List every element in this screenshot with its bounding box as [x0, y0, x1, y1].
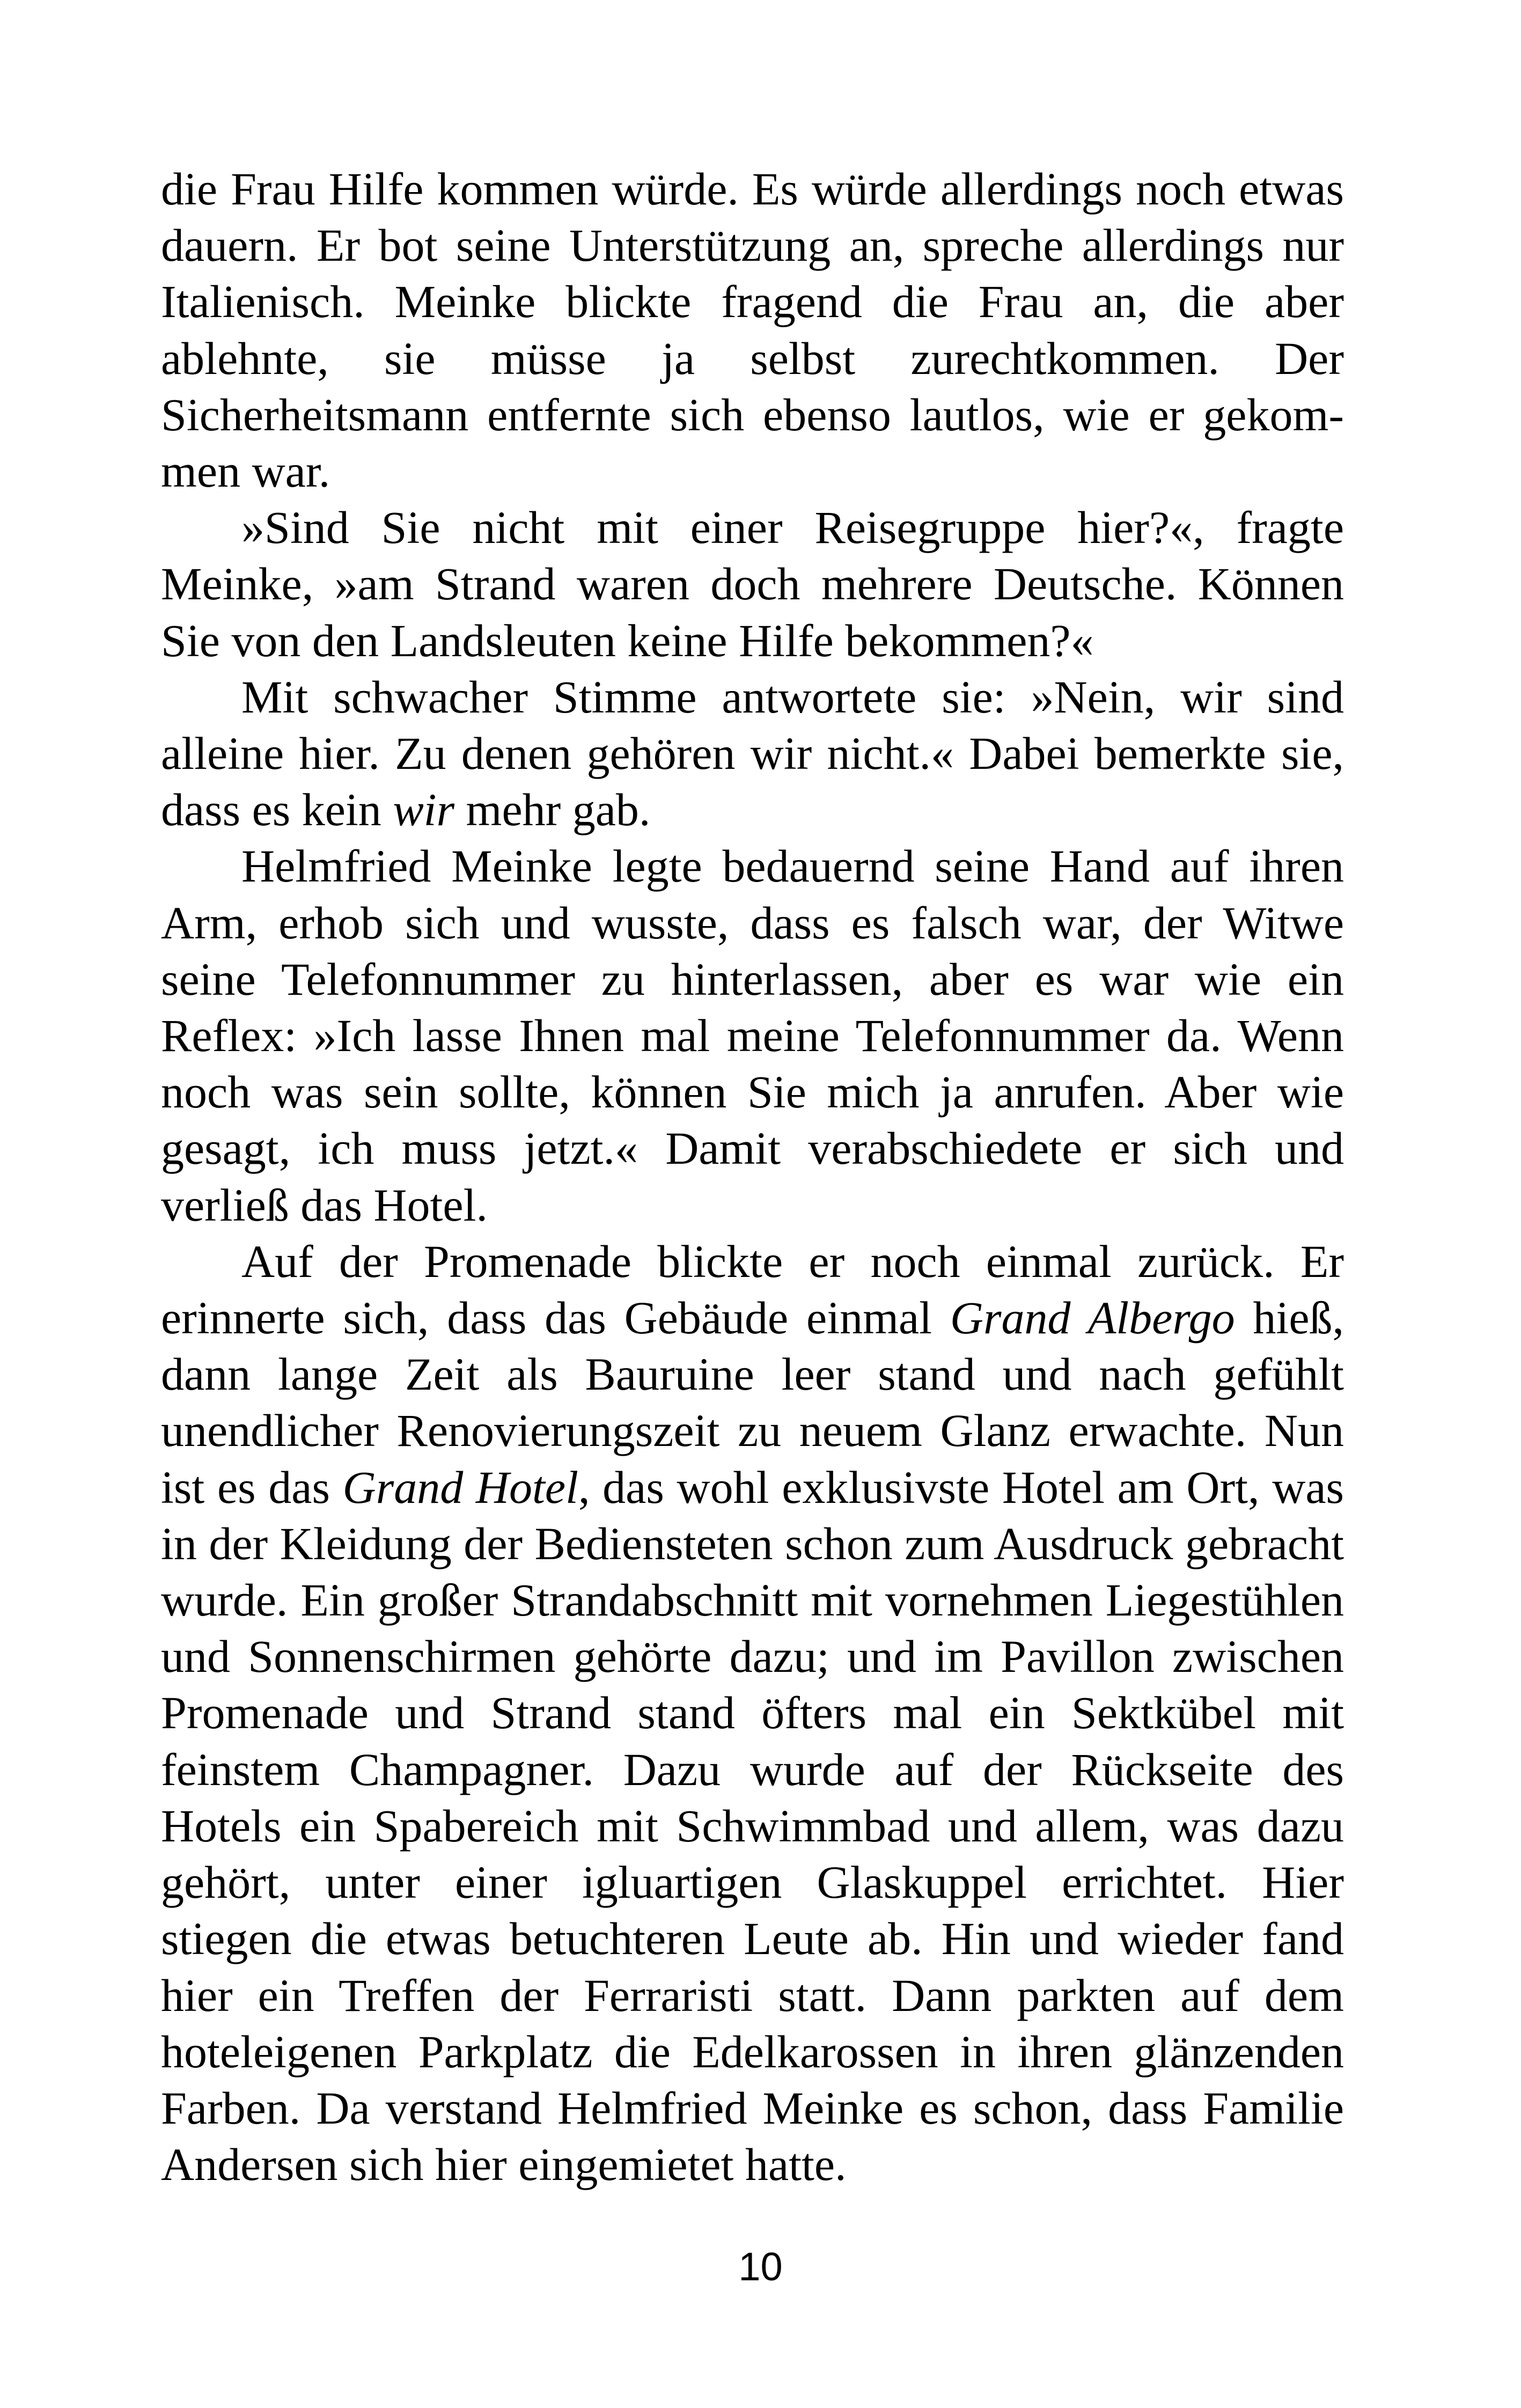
text-segment: Helmfried Meinke legte bedauernd seine Hand auf ihren Arm, erhob sich und wusste, dass es falsch war, der Witwe seine Telefonnummer zu hinterlassen, aber es war wie ein Reflex: »Ich lasse Ihnen mal meine Telefonnummer da. Wenn noch was sein sollte, können Sie mich ja anrufen. Aber wie gesagt, ich muss jetzt.« Damit verabschiedete er sich und verließ das Hotel. — [161, 840, 1344, 1231]
paragraph-4 — [161, 838, 1344, 1233]
italic-text: Grand Albergo — [950, 1292, 1235, 1344]
text-segment: die Frau Hilfe kommen würde. Es würde allerdings noch etwas dauern. Er bot seine Unterstützung an, spreche allerdings nur Italienisch. Meinke blickte fragend die Frau an, die aber ablehnte, sie müsse ja selbst zurechtkommen. Der Sicherheitsmann entfernte sich ebenso lautlos, wie er gekommen war. — [161, 163, 1344, 497]
page-number: 10 — [738, 2244, 783, 2289]
paragraph-3 — [161, 669, 1344, 839]
text-segment: , das wohl exklusivste Hotel am Ort, was in der Kleidung der Bediensteten schon zum Ausdruck gebracht wurde. Ein großer Strandabschnitt mit vornehmen Liegestühlen und Sonnenschirmen gehörte dazu; und im Pavillon zwischen Promenade und Strand stand öfters mal ein Sektkübel mit feinstem Champagner. Dazu wurde auf der Rückseite des Hotels ein Spabereich mit Schwimmbad und allem, was dazu gehört, unter einer igluartigen Glaskuppel errichtet. Hier stiegen die etwas betuchteren Leute ab. Hin und wieder fand hier ein Treffen der Ferraristi statt. Dann parkten auf dem hoteleigenen Parkplatz die Edelkarossen in ihren glänzenden Farben. Da verstand Helmfried Meinke es schon, dass Familie Andersen sich hier eingemietet hatte. — [161, 1461, 1344, 2191]
text-segment: Auf der Promenade blickte er noch einmal zurück. Er erinnerte sich, dass das Gebäude einmal — [161, 1235, 1344, 1344]
text-segment: Mit schwacher Stimme antwortete sie: »Nein, wir sind alleine hier. Zu denen gehören wir nicht.« Dabei bemerkte sie, dass es kein — [161, 671, 1344, 836]
text-segment: hieß, dann lange Zeit als Bauruine leer stand und nach gefühlt unendlicher Renovierungszeit zu neuem Glanz erwachte. Nun ist es das — [161, 1292, 1344, 1513]
italic-text: wir — [393, 784, 455, 836]
paragraph-2 — [161, 500, 1344, 669]
paragraph-1 — [161, 161, 1344, 500]
italic-text: Grand Hotel — [342, 1461, 578, 1513]
body-text — [161, 161, 1344, 2193]
text-segment: »Sind Sie nicht mit einer Reisegruppe hier?«, fragte Meinke, »am Strand waren doch mehrere Deutsche. Können Sie von den Landsleuten keine Hilfe bekommen?« — [161, 502, 1344, 666]
text-segment: mehr gab. — [454, 784, 651, 836]
paragraph-5 — [161, 1234, 1344, 2193]
